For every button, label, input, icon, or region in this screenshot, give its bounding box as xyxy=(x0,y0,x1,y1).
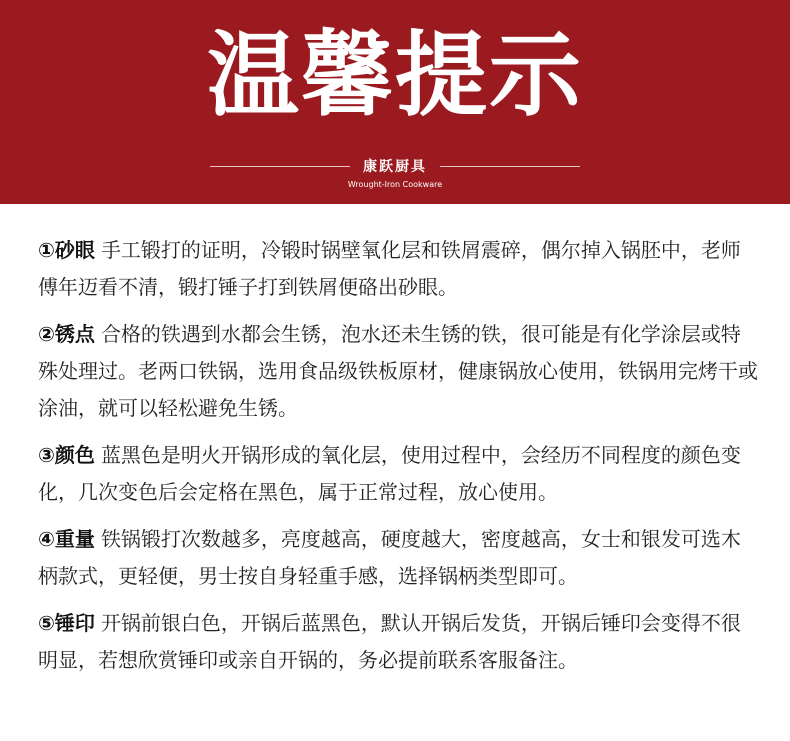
tip-item-hammer-marks xyxy=(38,605,758,679)
tip-label: ②锈点 xyxy=(38,322,95,346)
tip-item-sand-holes xyxy=(38,232,758,306)
tip-text: 合格的铁遇到水都会生锈，泡水还未生锈的铁，很可能是有化学涂层或特殊处理过。老两口铁锅，选用食品级铁板原材，健康锅放心使用，铁锅用完烤干或涂油，就可以轻松避免生锈。 xyxy=(38,322,758,420)
tips-list xyxy=(38,232,758,689)
brand-name: 康跃厨具 xyxy=(363,159,427,175)
tip-label: ⑤锤印 xyxy=(38,611,95,635)
tip-item-color xyxy=(38,437,758,511)
tip-item-rust-spots xyxy=(38,316,758,427)
tip-label: ③颜色 xyxy=(38,443,95,467)
tip-label: ①砂眼 xyxy=(38,238,95,262)
tip-label: ④重量 xyxy=(38,527,95,551)
tip-text: 手工锻打的证明，冷锻时锅壁氧化层和铁屑震碎，偶尔掉入锅胚中，老师傅年迈看不清，锻打锤子打到铁屑便硌出砂眼。 xyxy=(38,238,741,299)
tip-text: 铁锅锻打次数越多，亮度越高，硬度越大，密度越高，女士和银发可选木柄款式，更轻便，男士按自身轻重手感，选择锅柄类型即可。 xyxy=(38,527,741,588)
tip-text: 蓝黑色是明火开锅形成的氧化层，使用过程中，会经历不同程度的颜色变化，几次变色后会定格在黑色，属于正常过程，放心使用。 xyxy=(38,443,741,504)
brand-tagline: Wrought-Iron Cookware xyxy=(347,180,443,189)
tip-text: 开锅前银白色，开锅后蓝黑色，默认开锅后发货，开锅后锤印会变得不很明显，若想欣赏锤印或亲自开锅的，务必提前联系客服备注。 xyxy=(38,611,741,672)
page-title: 温馨提示 xyxy=(206,21,583,129)
header-banner xyxy=(0,0,790,204)
tip-item-weight xyxy=(38,521,758,595)
